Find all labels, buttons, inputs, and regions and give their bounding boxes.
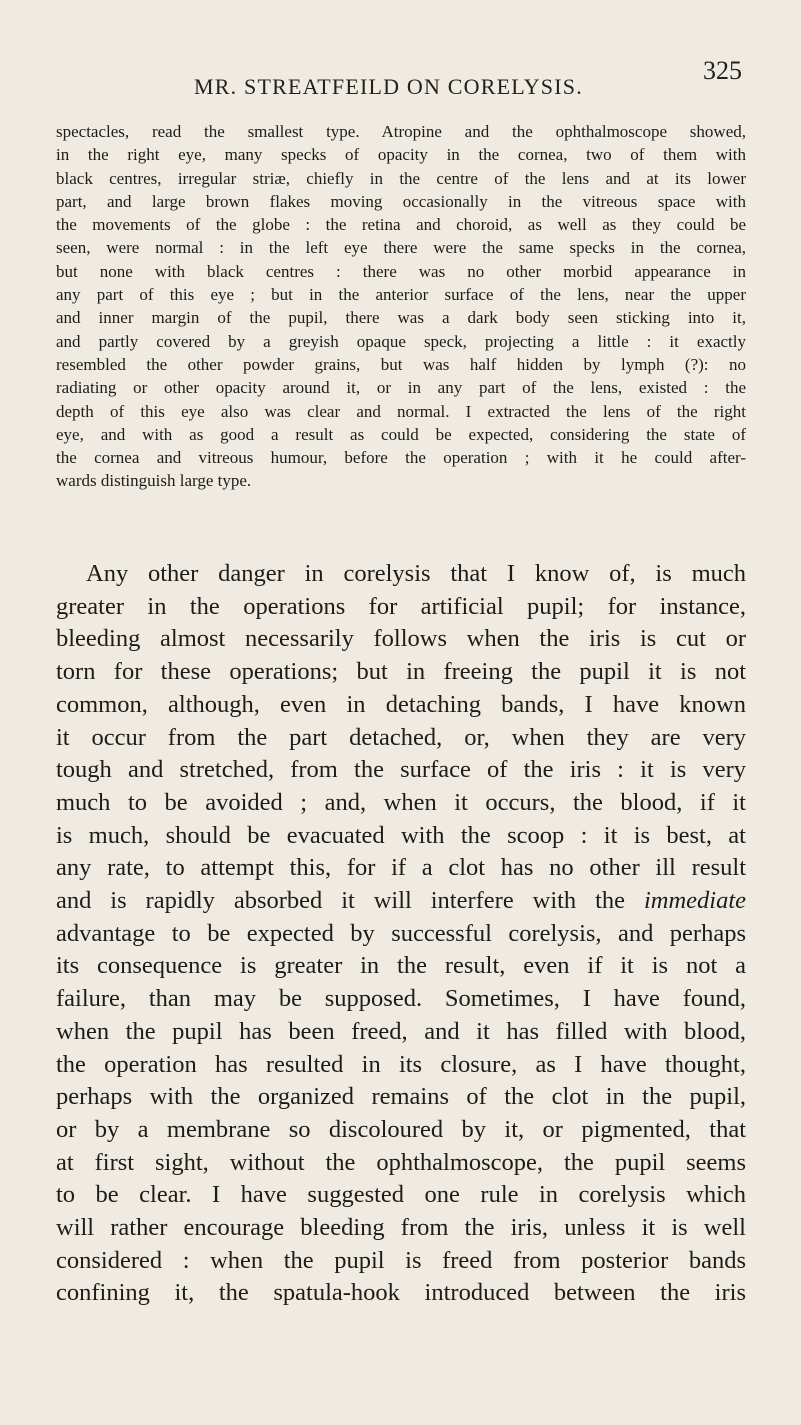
- text-line: any rate, to attempt this, for if a clot has no other ill result: [56, 854, 746, 882]
- text-line: at first sight, without the ophthalmoscope, the pupil seems: [56, 1148, 746, 1176]
- text-line: wards distinguish large type.: [56, 471, 252, 491]
- text-line: confining it, the spatula-hook introduced between the iris: [56, 1279, 746, 1307]
- text-line: the operation has resulted in its closure, as I have thought,: [56, 1050, 746, 1078]
- text-line: seen, were normal : in the left eye there were the same specks in the cornea,: [56, 238, 746, 258]
- emphasized-word: immediate: [643, 887, 747, 915]
- text-line: it occur from the part detached, or, when they are very: [56, 723, 746, 751]
- text-line: greater in the operations for artificial pupil; for instance,: [56, 592, 746, 620]
- text-line: advantage to be expected by successful corelysis, and perhaps: [56, 919, 746, 947]
- text-line: radiating or other opacity around it, or in any part of the lens, existed : the: [56, 378, 746, 398]
- text-line: eye, and with as good a result as could be expected, considering the state of: [56, 424, 746, 444]
- text-line: torn for these operations; but in freeing the pupil it is not: [56, 658, 746, 686]
- text-line: to be clear. I have suggested one rule in corelysis which: [56, 1181, 746, 1209]
- text-line: bleeding almost necessarily follows when the iris is cut or: [56, 625, 746, 653]
- text-line: black centres, irregular striæ, chiefly in the centre of the lens and at its lower: [56, 168, 746, 188]
- text-line: in the right eye, many specks of opacity in the cornea, two of them with: [56, 145, 746, 165]
- text-line: is much, should be evacuated with the scoop : it is best, at: [56, 821, 746, 849]
- text-line: the cornea and vitreous humour, before the operation ; with it he could after-: [56, 448, 746, 468]
- text-line: the movements of the globe : the retina and choroid, as well as they could be: [56, 215, 746, 235]
- text-line: part, and large brown flakes moving occasionally in the vitreous space with: [56, 191, 746, 211]
- text-line: any part of this eye ; but in the anterior surface of the lens, near the upper: [56, 285, 746, 305]
- discussion-paragraph: [56, 558, 746, 1310]
- text-line: failure, than may be supposed. Sometimes, I have found,: [56, 985, 746, 1013]
- text-line-with-emphasis: [56, 885, 746, 918]
- text-line: considered : when the pupil is freed from posterior bands: [56, 1246, 746, 1274]
- page-number: 325: [703, 56, 742, 85]
- text-line: but none with black centres : there was no other morbid appearance in: [56, 261, 746, 281]
- running-head: [0, 56, 801, 114]
- text-line: common, although, even in detaching bands, I have known: [56, 690, 746, 718]
- text-line: resembled the other powder grains, but was half hidden by lymph (?): no: [56, 354, 746, 374]
- text-line: spectacles, read the smallest type. Atropine and the ophthalmoscope showed,: [56, 122, 746, 141]
- running-title: MR. STREATFEILD ON CORELYSIS.: [194, 74, 583, 99]
- text-line: perhaps with the organized remains of the clot in the pupil,: [56, 1083, 746, 1111]
- case-report-paragraph: [56, 120, 746, 493]
- text-line: Any other danger in corelysis that I know of, is much: [86, 560, 746, 587]
- text-line: and inner margin of the pupil, there was a dark body seen sticking into it,: [56, 308, 746, 328]
- text-line: much to be avoided ; and, when it occurs, the blood, if it: [56, 788, 746, 816]
- text-line: its consequence is greater in the result, even if it is not a: [56, 952, 746, 980]
- text-line: will rather encourage bleeding from the iris, unless it is well: [56, 1214, 746, 1242]
- text-line: depth of this eye also was clear and normal. I extracted the lens of the right: [56, 401, 746, 421]
- text-line: or by a membrane so discoloured by it, or pigmented, that: [56, 1115, 746, 1143]
- text-segment: and is rapidly absorbed it will interfere with the: [56, 887, 626, 915]
- text-line: and partly covered by a greyish opaque speck, projecting a little : it exactly: [56, 331, 746, 351]
- text-line: tough and stretched, from the surface of the iris : it is very: [56, 756, 746, 784]
- text-line: when the pupil has been freed, and it has filled with blood,: [56, 1017, 746, 1045]
